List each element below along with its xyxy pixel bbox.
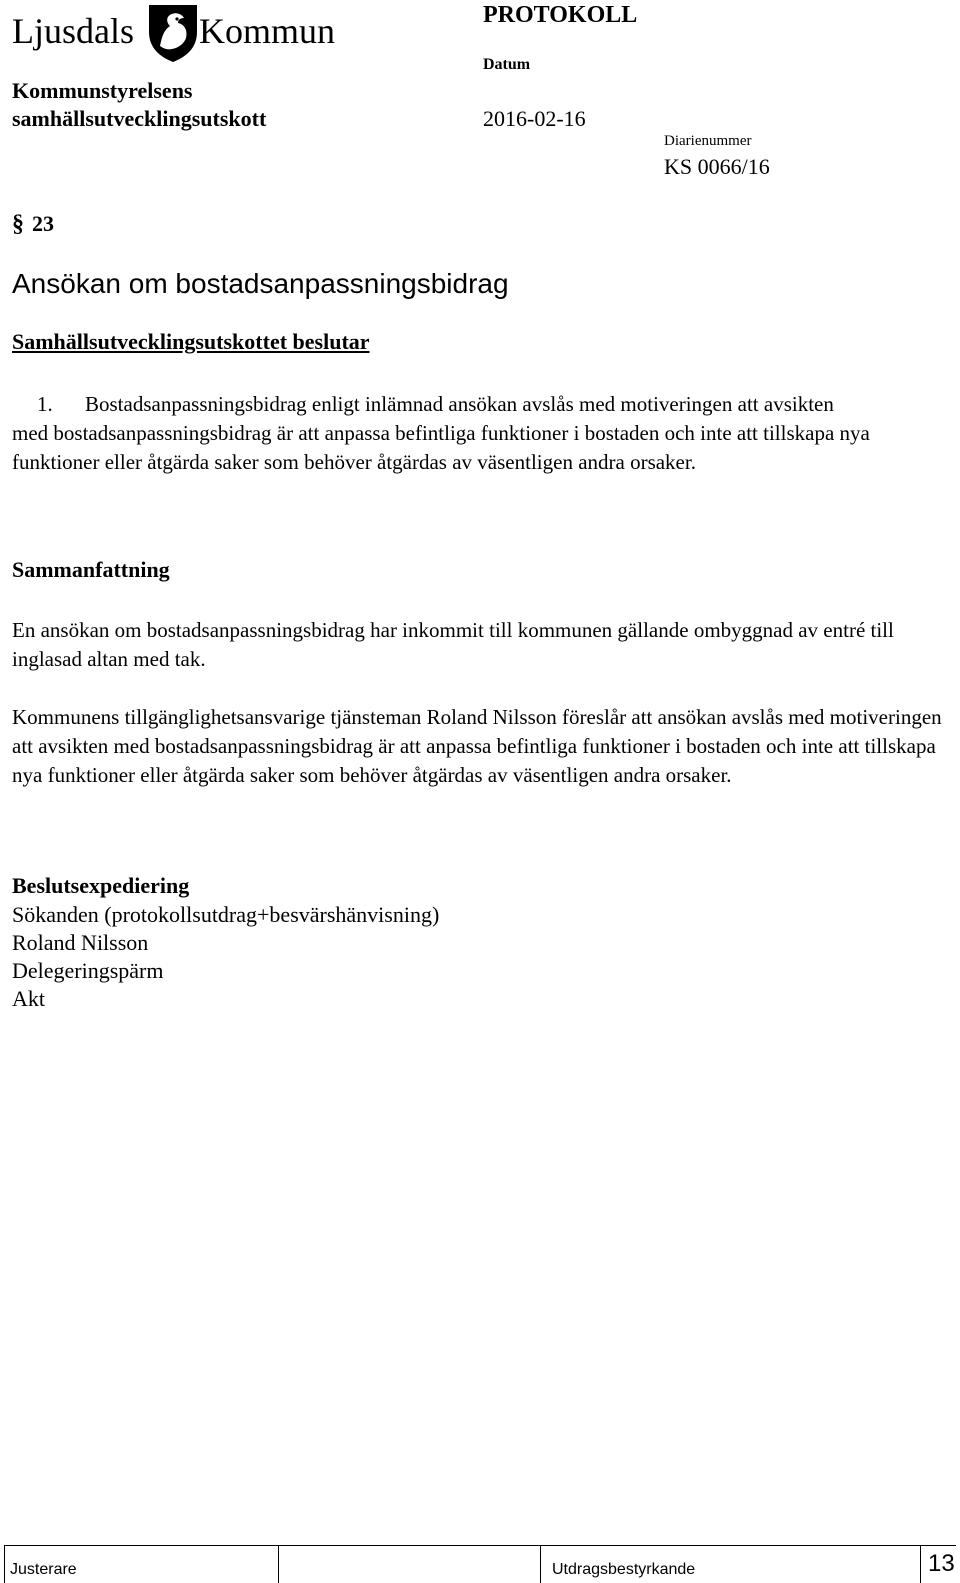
footer-cell-border <box>540 1545 541 1583</box>
distribution-recipient: Roland Nilsson <box>12 930 149 955</box>
distribution-list <box>12 901 439 1013</box>
document-type: PROTOKOLL <box>483 2 638 28</box>
decision-item-text-first-line: Bostadsanpassningsbidrag enligt inlämnad ansökan avslås med motiveringen att avsikten <box>85 392 834 416</box>
distribution-recipient: Akt <box>12 986 45 1011</box>
municipality-logo <box>12 2 342 68</box>
organisation-line-2: samhällsutvecklingsutskott <box>12 106 267 131</box>
section-number <box>12 211 54 238</box>
decision-item-text-rest: med bostadsanpassningsbidrag är att anpassa befintliga funktioner i bostaden och inte att tillskapa nya funktioner eller åtgärda saker som behöver åtgärdas av väsentligen andra orsaker. <box>12 421 870 474</box>
section-symbol: § <box>12 211 24 237</box>
registry-number-value: KS 0066/16 <box>664 154 770 179</box>
decision-item-number: 1. <box>37 392 53 416</box>
page-number: 13 <box>928 1550 955 1577</box>
utdragsbestyrkande-label: Utdragsbestyrkande <box>552 1561 696 1578</box>
summary-heading: Sammanfattning <box>12 557 170 582</box>
section-title: Ansökan om bostadsanpassningsbidrag <box>12 268 509 299</box>
footer-divider <box>4 1545 956 1546</box>
summary-paragraph-1: En ansökan om bostadsanpassningsbidrag har inkommit till kommunen gällande ombyggnad av entré till inglasad altan med tak. <box>12 618 894 671</box>
footer-cell-border <box>278 1545 279 1583</box>
organisation-line-1: Kommunstyrelsens <box>12 78 193 103</box>
coat-of-arms-icon <box>146 2 200 64</box>
distribution-heading: Beslutsexpediering <box>12 873 190 898</box>
date-value: 2016-02-16 <box>483 106 586 131</box>
distribution-recipient: Delegeringspärm <box>12 958 164 983</box>
logo-text-left: Ljusdals <box>12 11 134 51</box>
decision-heading: Samhällsutvecklingsutskottet beslutar <box>12 329 370 354</box>
distribution-recipient: Sökanden (protokollsutdrag+besvärshänvisning) <box>12 902 440 927</box>
footer-cell-border <box>4 1545 5 1583</box>
decision-item-text <box>12 390 955 477</box>
signature-footer <box>4 1545 956 1583</box>
registry-number-label: Diarienummer <box>664 133 752 149</box>
footer-cell-border <box>920 1545 921 1583</box>
justerare-label: Justerare <box>10 1561 77 1578</box>
date-label: Datum <box>483 56 531 73</box>
logo-text-right: Kommun <box>199 11 336 51</box>
section-number-value: 23 <box>32 211 54 236</box>
summary-paragraph-2: Kommunens tillgänglighetsansvarige tjänsteman Roland Nilsson föreslår att ansökan avslås med motiveringen att avsikten med bostadsanpassningsbidrag är att anpassa befintliga funktioner i bostaden och inte att tillskapa nya funktioner eller åtgärda saker som behöver åtgärdas av väsentligen andra orsaker. <box>12 705 942 787</box>
